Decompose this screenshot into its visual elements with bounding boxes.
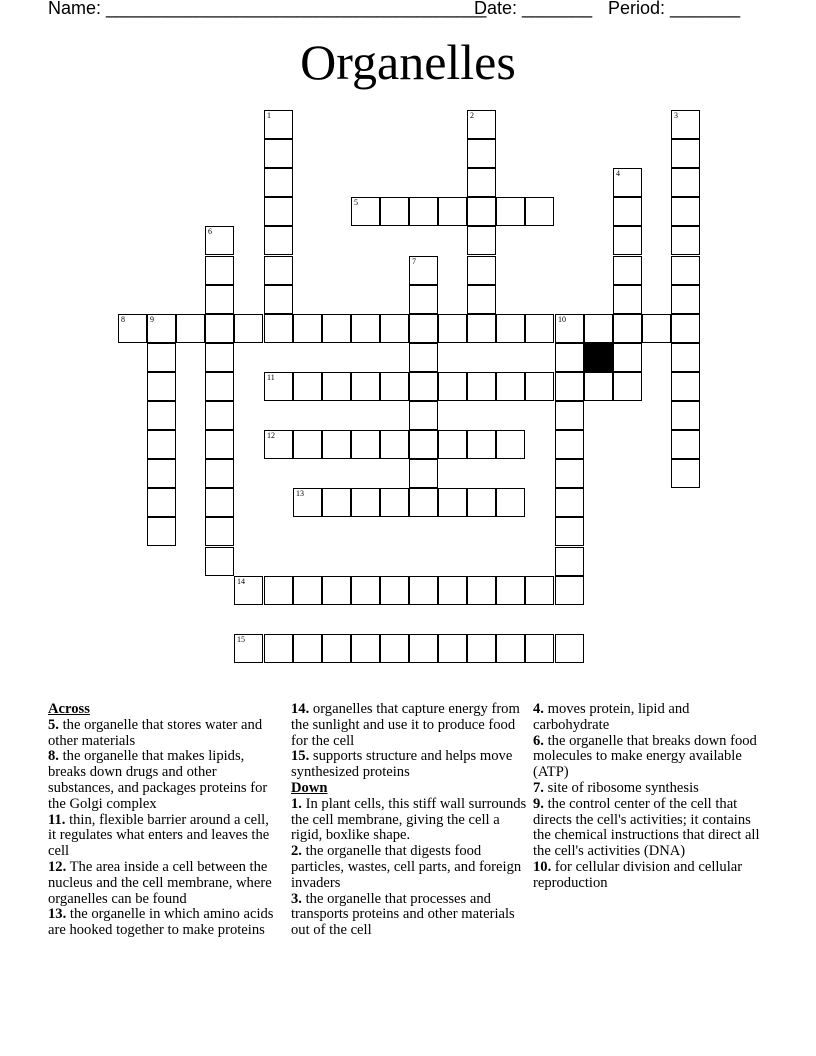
grid-cell[interactable] [351, 576, 380, 605]
grid-cell[interactable] [351, 372, 380, 401]
grid-cell[interactable] [438, 576, 467, 605]
grid-cell[interactable] [409, 343, 438, 372]
clue-across-13: 13. the organelle in which amino acids are hooked together to make proteins [48, 906, 274, 939]
clue-column-3 [533, 702, 765, 892]
grid-cell[interactable] [264, 430, 293, 459]
grid-cell[interactable] [555, 547, 584, 576]
grid-cell[interactable] [234, 634, 263, 663]
clue-number: 13 [296, 489, 304, 498]
page-title: Organelles [300, 34, 516, 90]
clue-column-2 [291, 702, 527, 939]
grid-cell[interactable] [438, 197, 467, 226]
grid-cell[interactable] [409, 372, 438, 401]
grid-cell[interactable] [467, 110, 496, 139]
period-field-label[interactable]: Period: _______ [608, 0, 741, 18]
clue-down-6: 6. the organelle that breaks down food molecules to make energy available (ATP) [533, 732, 757, 781]
clue-number: 12 [267, 431, 275, 440]
grid-cell[interactable] [671, 139, 700, 168]
date-field-label[interactable]: Date: _______ [474, 0, 593, 18]
grid-cell[interactable] [322, 314, 351, 343]
grid-cell[interactable] [613, 343, 642, 372]
grid-cell[interactable] [264, 576, 293, 605]
grid-cell[interactable] [264, 110, 293, 139]
grid-cell[interactable] [205, 314, 234, 343]
grid-cell[interactable] [264, 139, 293, 168]
grid-cell[interactable] [555, 401, 584, 430]
clue-column-1 [48, 702, 280, 939]
grid-cell[interactable] [322, 372, 351, 401]
name-field-label[interactable]: Name: ______________________________________ [48, 0, 487, 18]
grid-cell[interactable] [205, 547, 234, 576]
clue-across-11: 11. thin, flexible barrier around a cell, it regulates what enters and leaves the cell [48, 811, 270, 860]
grid-cell[interactable] [264, 372, 293, 401]
grid-cell[interactable] [351, 197, 380, 226]
grid-cell[interactable] [525, 197, 554, 226]
grid-cell[interactable] [438, 430, 467, 459]
grid-cell[interactable] [176, 314, 205, 343]
grid-cell[interactable] [613, 372, 642, 401]
grid-cell[interactable] [380, 576, 409, 605]
grid-cell[interactable] [671, 314, 700, 343]
shaded-cell [584, 343, 613, 372]
grid-cell[interactable] [671, 197, 700, 226]
clue-down-3: 3. the organelle that processes and transports proteins and other materials out of the cell [291, 890, 515, 939]
grid-cell[interactable] [351, 314, 380, 343]
grid-cell[interactable] [438, 314, 467, 343]
grid-cell[interactable] [147, 314, 176, 343]
grid-cell[interactable] [438, 634, 467, 663]
grid-cell[interactable] [671, 226, 700, 255]
grid-cell[interactable] [525, 314, 554, 343]
grid-cell[interactable] [467, 256, 496, 285]
grid-cell[interactable] [293, 488, 322, 517]
grid-cell[interactable] [555, 634, 584, 663]
grid-cell[interactable] [293, 634, 322, 663]
grid-cell[interactable] [671, 401, 700, 430]
grid-cell[interactable] [613, 285, 642, 314]
clue-down-1: 1. In plant cells, this stiff wall surrounds the cell membrane, giving the cell a rigid, boxlike shape. [291, 795, 527, 844]
grid-cell[interactable] [409, 430, 438, 459]
clue-number: 3 [674, 111, 678, 120]
grid-cell[interactable] [496, 430, 525, 459]
grid-cell[interactable] [613, 314, 642, 343]
grid-cell[interactable] [351, 634, 380, 663]
grid-cell[interactable] [380, 372, 409, 401]
grid-cell[interactable] [147, 372, 176, 401]
grid-cell[interactable] [351, 430, 380, 459]
grid-cell[interactable] [322, 430, 351, 459]
grid-cell[interactable] [205, 343, 234, 372]
grid-cell[interactable] [351, 488, 380, 517]
grid-cell[interactable] [409, 401, 438, 430]
clue-down-7: 7. site of ribosome synthesis [533, 779, 699, 796]
grid-cell[interactable] [293, 372, 322, 401]
grid-cell[interactable] [264, 634, 293, 663]
grid-cell[interactable] [293, 430, 322, 459]
grid-cell[interactable] [264, 314, 293, 343]
grid-cell[interactable] [555, 517, 584, 546]
grid-cell[interactable] [380, 488, 409, 517]
grid-cell[interactable] [555, 430, 584, 459]
grid-cell[interactable] [671, 430, 700, 459]
across-heading: Across [48, 701, 90, 717]
grid-cell[interactable] [496, 314, 525, 343]
clue-down-10: 10. for cellular division and cellular reproduction [533, 858, 743, 891]
grid-cell[interactable] [555, 488, 584, 517]
grid-cell[interactable] [205, 430, 234, 459]
grid-cell[interactable] [264, 197, 293, 226]
grid-cell[interactable] [234, 576, 263, 605]
grid-cell[interactable] [147, 343, 176, 372]
grid-cell[interactable] [584, 372, 613, 401]
clue-down-9: 9. the control center of the cell that directs the cell's activities; it contains the chemical instructions that direct all the cell's activities (DNA) [533, 795, 760, 860]
grid-cell[interactable] [671, 343, 700, 372]
grid-cell[interactable] [613, 197, 642, 226]
grid-cell[interactable] [409, 459, 438, 488]
grid-cell[interactable] [496, 197, 525, 226]
grid-cell[interactable] [525, 634, 554, 663]
grid-cell[interactable] [555, 372, 584, 401]
grid-cell[interactable] [293, 314, 322, 343]
clue-number: 4 [616, 169, 620, 178]
grid-cell[interactable] [642, 314, 671, 343]
grid-cell[interactable] [467, 226, 496, 255]
grid-cell[interactable] [293, 576, 322, 605]
grid-cell[interactable] [380, 430, 409, 459]
grid-cell[interactable] [380, 314, 409, 343]
grid-cell[interactable] [584, 314, 613, 343]
grid-cell[interactable] [409, 576, 438, 605]
grid-cell[interactable] [118, 314, 147, 343]
grid-cell[interactable] [555, 459, 584, 488]
grid-cell[interactable] [467, 372, 496, 401]
grid-cell[interactable] [555, 343, 584, 372]
grid-cell[interactable] [467, 285, 496, 314]
clue-number: 10 [558, 315, 566, 324]
clue-number: 11 [267, 373, 275, 382]
grid-cell[interactable] [205, 256, 234, 285]
grid-cell[interactable] [205, 401, 234, 430]
grid-cell[interactable] [467, 488, 496, 517]
clue-number: 9 [150, 315, 154, 324]
grid-cell[interactable] [671, 372, 700, 401]
grid-cell[interactable] [525, 372, 554, 401]
grid-cell[interactable] [671, 110, 700, 139]
clue-number: 15 [237, 635, 245, 644]
grid-cell[interactable] [147, 459, 176, 488]
grid-cell[interactable] [467, 139, 496, 168]
clue-number: 1 [267, 111, 271, 120]
grid-cell[interactable] [264, 285, 293, 314]
clue-down-4: 4. moves protein, lipid and carbohydrate [533, 701, 690, 733]
grid-cell[interactable] [409, 634, 438, 663]
grid-cell[interactable] [205, 517, 234, 546]
clue-number: 2 [470, 111, 474, 120]
grid-cell[interactable] [147, 430, 176, 459]
clue-across-15: 15. supports structure and helps move synthesized proteins [291, 748, 513, 781]
grid-cell[interactable] [613, 256, 642, 285]
grid-cell[interactable] [555, 314, 584, 343]
grid-cell[interactable] [409, 314, 438, 343]
grid-cell[interactable] [380, 197, 409, 226]
grid-cell[interactable] [409, 285, 438, 314]
grid-cell[interactable] [438, 488, 467, 517]
grid-cell[interactable] [264, 256, 293, 285]
grid-cell[interactable] [205, 372, 234, 401]
grid-cell[interactable] [205, 459, 234, 488]
grid-cell[interactable] [496, 576, 525, 605]
grid-cell[interactable] [322, 576, 351, 605]
clue-number: 8 [121, 315, 125, 324]
grid-cell[interactable] [409, 488, 438, 517]
clue-number: 6 [208, 227, 212, 236]
grid-cell[interactable] [409, 197, 438, 226]
grid-cell[interactable] [467, 197, 496, 226]
grid-cell[interactable] [147, 488, 176, 517]
grid-cell[interactable] [264, 168, 293, 197]
clue-number: 7 [412, 257, 416, 266]
grid-cell[interactable] [671, 459, 700, 488]
grid-cell[interactable] [147, 517, 176, 546]
grid-cell[interactable] [525, 576, 554, 605]
grid-cell[interactable] [467, 314, 496, 343]
grid-cell[interactable] [671, 285, 700, 314]
clue-across-14: 14. organelles that capture energy from the sunlight and use it to produce food for the cell [291, 701, 520, 749]
grid-cell[interactable] [409, 256, 438, 285]
clue-number: 5 [354, 198, 358, 207]
grid-cell[interactable] [322, 634, 351, 663]
grid-cell[interactable] [205, 285, 234, 314]
grid-cell[interactable] [264, 226, 293, 255]
down-heading: Down [291, 779, 328, 796]
grid-cell[interactable] [467, 430, 496, 459]
grid-cell[interactable] [496, 634, 525, 663]
grid-cell[interactable] [467, 634, 496, 663]
clue-number: 14 [237, 577, 245, 586]
grid-cell[interactable] [322, 488, 351, 517]
grid-cell[interactable] [467, 576, 496, 605]
grid-cell[interactable] [205, 488, 234, 517]
grid-cell[interactable] [438, 372, 467, 401]
grid-cell[interactable] [234, 314, 263, 343]
grid-cell[interactable] [555, 576, 584, 605]
grid-cell[interactable] [613, 226, 642, 255]
clue-across-8: 8. the organelle that makes lipids, breaks down drugs and other substances, and packages proteins for the Golgi complex [48, 748, 268, 812]
grid-cell[interactable] [147, 401, 176, 430]
clue-across-12: 12. The area inside a cell between the nucleus and the cell membrane, where organelles can be found [48, 858, 272, 907]
grid-cell[interactable] [613, 168, 642, 197]
grid-cell[interactable] [467, 168, 496, 197]
clue-across-5: 5. the organelle that stores water and other materials [48, 716, 263, 749]
grid-cell[interactable] [496, 372, 525, 401]
grid-cell[interactable] [380, 634, 409, 663]
clue-down-2: 2. the organelle that digests food particles, wastes, cell parts, and foreign invaders [291, 843, 522, 891]
grid-cell[interactable] [496, 488, 525, 517]
grid-cell[interactable] [205, 226, 234, 255]
grid-cell[interactable] [671, 168, 700, 197]
grid-cell[interactable] [671, 256, 700, 285]
